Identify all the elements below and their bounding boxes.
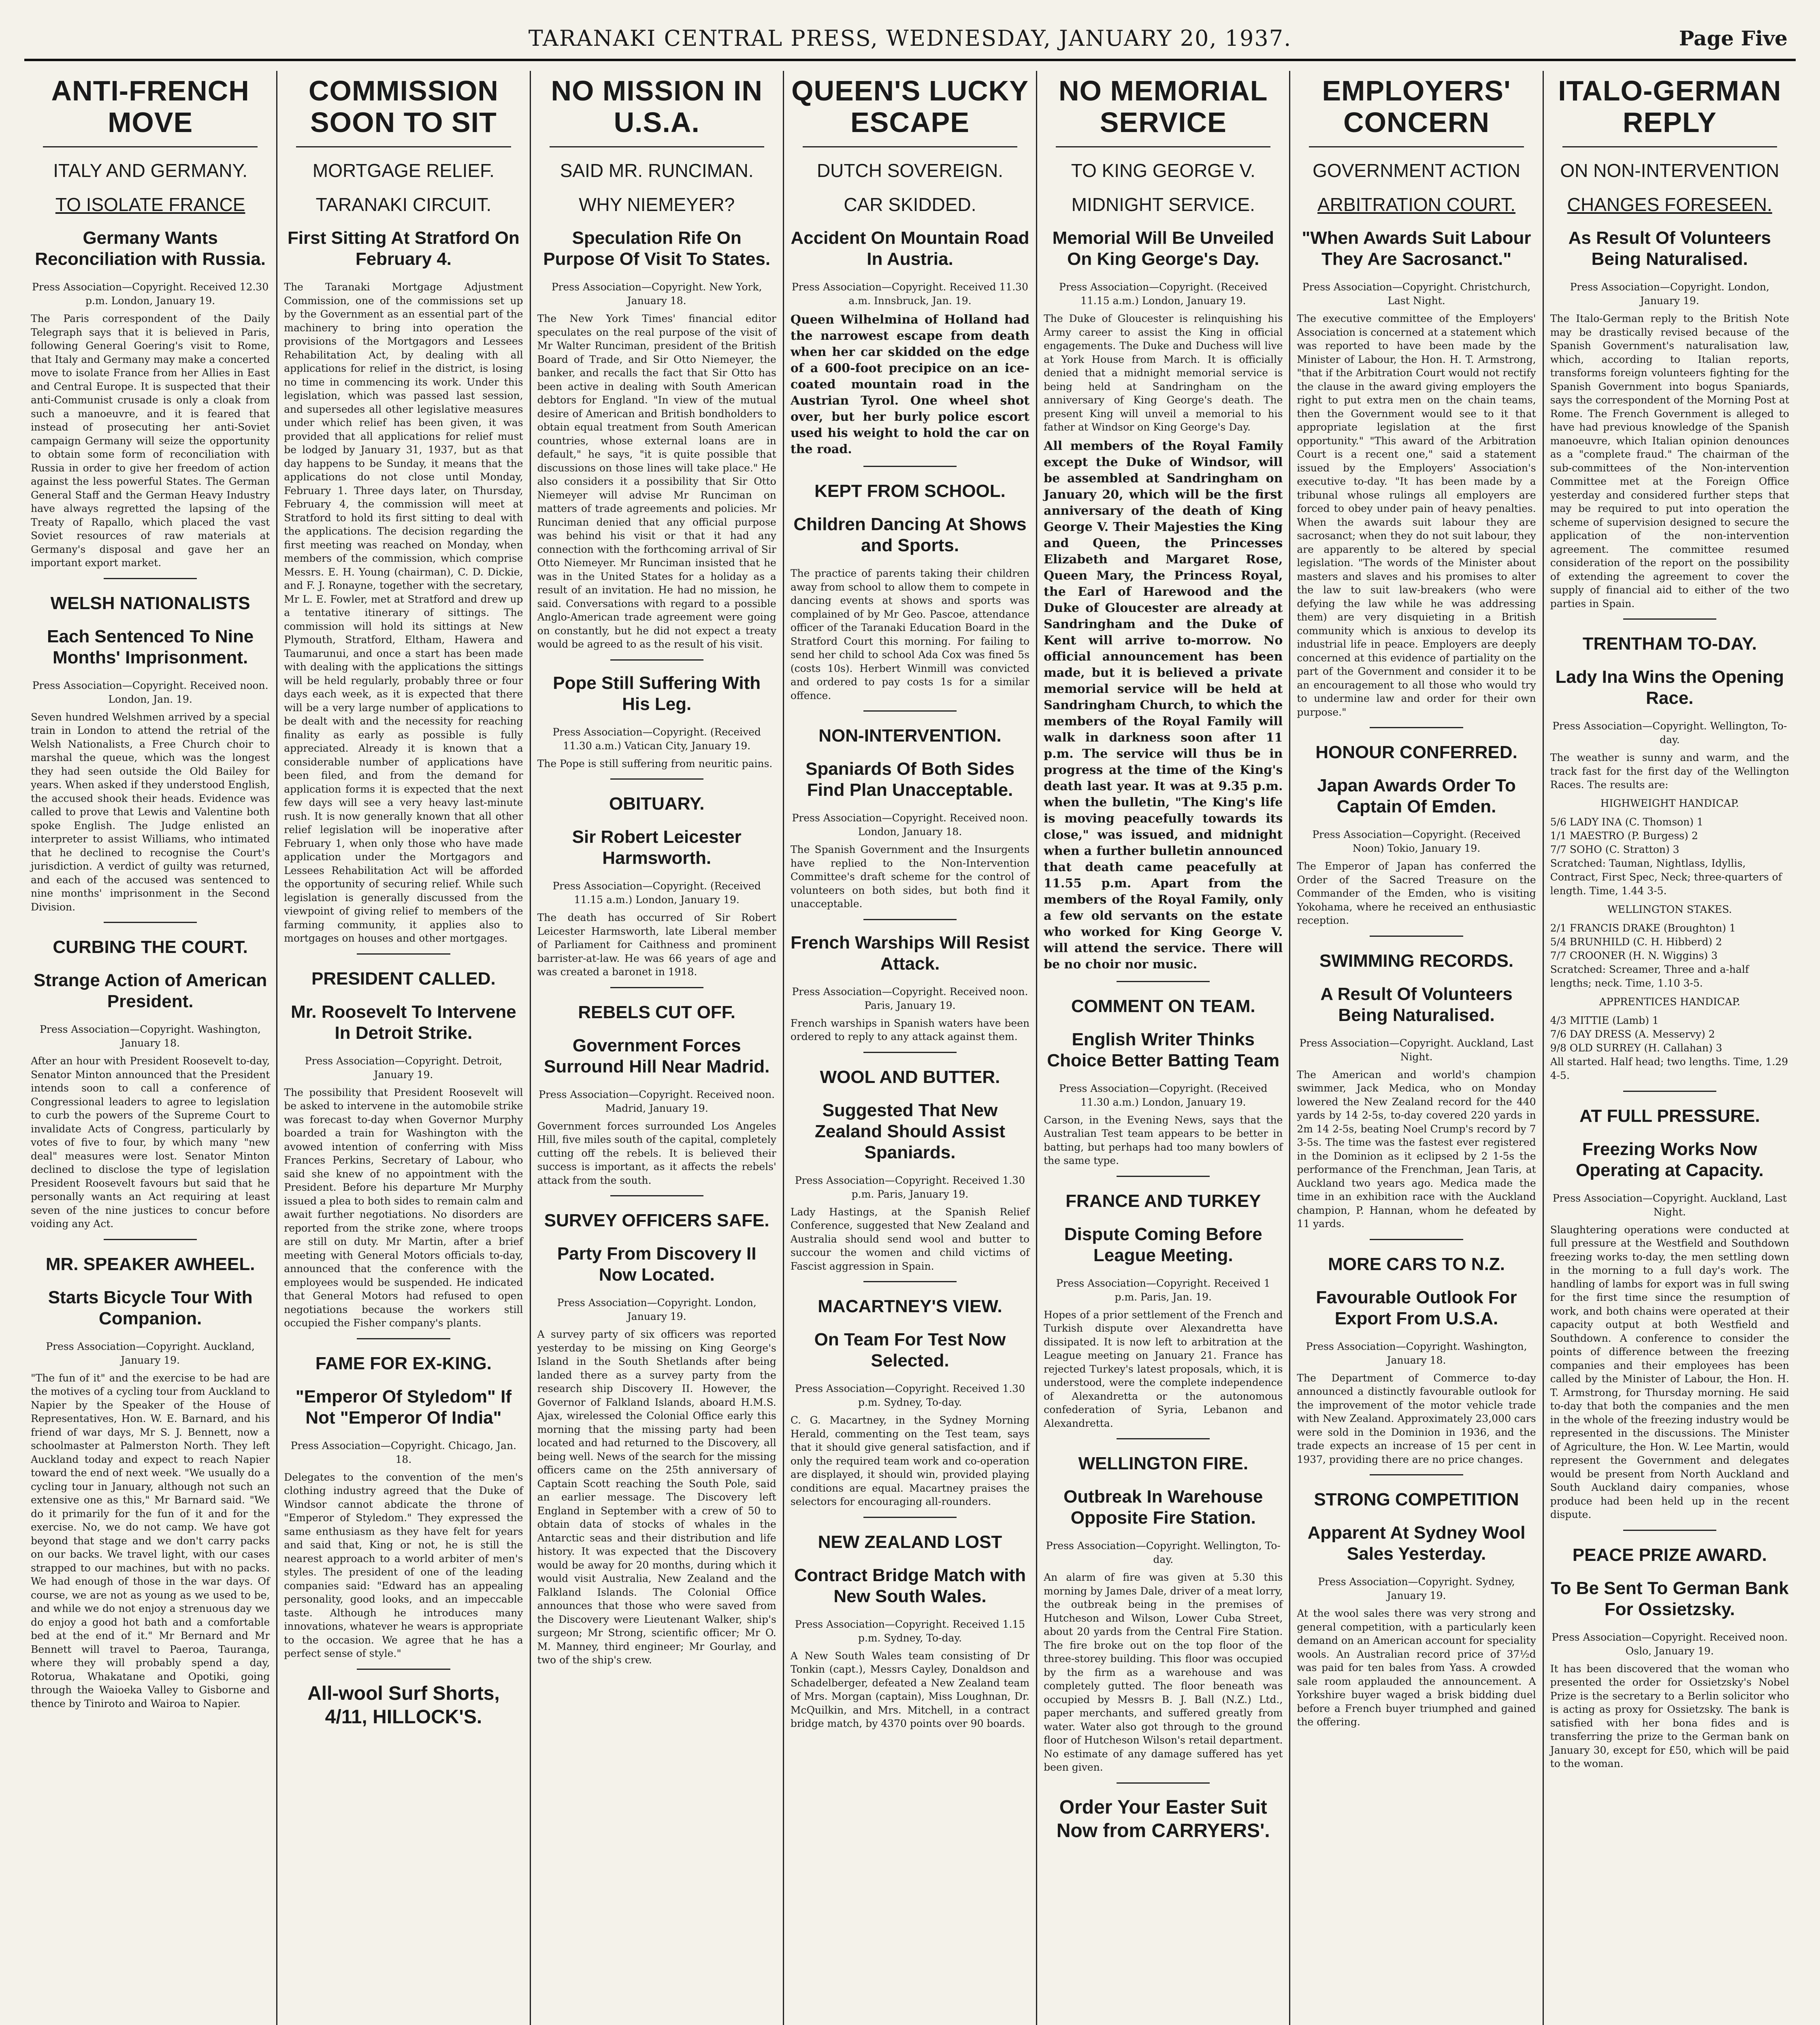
deck: Dispute Coming Before League Meeting. [1064,1224,1262,1265]
article-body: The Pope is still suffering from neuritic pains. [537,757,773,770]
credit-line: Press Association—Copyright. New York, January 18. [551,281,762,307]
credit-line: Press Association—Copyright. Received noon. Oslo, January 19. [1551,1631,1788,1657]
headline: ANTI-FRENCH MOVE [51,75,249,138]
article-body: The Taranaki Mortgage Adjustment Commission, one of the commissions set up by the Government as an essential part of the machinery to bring into operation the provisions of the Mortgagors and Lessees Rehabilitation Act, by dealing with all applications for relief in the district, is losing no time in commencing its work. Under this legislation, which was passed last session, and supersedes all other legislative measures under which relief has been given, it was provided that all applications for relief must be lodged by January 31, 1937, but as that day happens to be Sunday, it means that the applications do not close until Monday, February 1. Three days later, on Thursday, February 4, the commission will meet at Stratford to hold its first sitting to deal with the applications. The decision regarding the first meeting was reached on Monday, when members of the commission, which comprise Messrs. E. H. Young (chairman), C. D. Dickie, and F. J. Ronayne, together with the secretary, Mr L. E. Fowler, met at Stratford and drew up a tentative itinerary of sittings. The commission will hold its sittings at New Plymouth, Stratford, Eltham, Hawera and Taumarunui, and once a start has been made with dealing with the applications the sittings will be held regularly, probably three or four days each week, as it is expected that there will be a very large number of applications to be dealt with and the necessity for reaching finality as early as possible is fully appreciated. Already it is known that a considerable number of applications have been filed, and from the demand for application forms it is expected that the next few days will see a very heavy last-minute rush. It is now generally known that all other relief legislation will be inoperative after February 1, when only those who have made application under the Mortgagors and Lessees Rehabilitation Act will be afforded the opportunity of securing relief. While such legislation is generally discussed from the viewpoint of giving relief to members of the farming community, it applies also to mortgages on houses and other mortgages. [284,281,523,944]
credit-line: Press Association—Copyright. (Received 11.30 a.m.) London, January 19. [1059,1082,1268,1108]
credit-line: Press Association—Copyright. (Received 11.15 a.m.) London, January 19. [1059,281,1268,307]
article-body: The executive committee of the Employers' Association is concerned at a statement which was reported to have been made by the Minister of Labour, the Hon. H. T. Armstrong, "that if the Arbitration Court would not rectify the clause in the award giving employers the right to put extra men on the chain teams, then the Government would see to it that appropriate legislation at the first opportunity." "This award of the Arbitration Court is a recent one," said a statement issued by the Employers' Association's executive to-day. "It has been made by a tribunal whose rulings all employers are forced to obey under pain of heavy penalties. When the awards suit labour they are sacrosanct; when they do not suit labour, they are apparently to be altered by special legislation. "The words of the Minister about masters and slaves and his promises to alter the law to suit law-breakers (who were defying the law while he was addressing them) are very disquieting in a British community which is anxious to develop its industrial life in peace. Employers are deeply concerned at this evidence of partiality on the part of the Government and consider it to be an encouragement to all those who would try to undermine law and order for their own purpose." [1297,313,1536,718]
deck: Spaniards Of Both Sides Find Plan Unacceptable. [806,759,1014,800]
result-line: 2/1 FRANCIS DRAKE (Broughton) 1 [1550,922,1736,934]
deck: Favourable Outlook For Export From U.S.A. [1316,1287,1517,1328]
masthead-title: TARANAKI CENTRAL PRESS, WEDNESDAY, JANUARY 20, 1937. [528,26,1292,51]
deck: Government Forces Surround Hill Near Madrid. [544,1035,770,1076]
deck: As Result Of Volunteers Being Naturalised. [1568,228,1771,269]
deck: "Emperor Of Styledom" If Not "Emperor Of India" [295,1386,511,1428]
headline: QUEEN'S LUCKY ESCAPE [791,75,1029,138]
page-number: Page Five [1679,26,1788,50]
deck: To Be Sent To German Bank For Ossietzsky. [1551,1578,1789,1619]
article-body: The Paris correspondent of the Daily Telegraph says that it is believed in Paris, following General Goering's visit to Rome, that Italy and Germany may make a concerted move to isolate France from her Allies in East and Central Europe. It is suspected that their anti-Communist crusade is only a cloak from such a manoeuvre, and it is feared that instead of prosecuting her anti-Soviet campaign Germany will seize the opportunity to obtain some form of reconciliation with Russia in order to give her freedom of action against the less powerful States. The German General Staff and the German Heavy Industry have always regretted the lapsing of the Treaty of Rapallo, which placed the vast Soviet resources of raw materials at Germany's disposal and gave her an important export market. [31,313,270,569]
deck: Outbreak In Warehouse Opposite Fire Station. [1063,1487,1263,1528]
deck: Lady Ina Wins the Opening Race. [1555,667,1784,708]
deck: "When Awards Suit Labour They Are Sacrosanct." [1302,228,1531,269]
article-body: The Emperor of Japan has conferred the Order of the Sacred Treasure on the Commander of the Emden, who is visiting Yokohama, where he received an enthusiastic reception. [1297,860,1536,926]
deck: Accident On Mountain Road In Austria. [791,228,1029,269]
headline: NO MEMORIAL SERVICE [1059,75,1268,138]
section-head: SURVEY OFFICERS SAFE. [544,1211,769,1230]
section-head: REBELS CUT OFF. [578,1002,736,1022]
deck: First Sitting At Stratford On February 4. [288,228,520,269]
article-body: The Italo-German reply to the British Note may be drastically revised because of the Spanish Government's naturalisation law, which, according to Italian reports, transforms foreign volunteers fighting for the Spanish Government into bogus Spaniards, says the correspondent of the Morning Post at Rome. The French Government is alleged to have had previous knowledge of the Spanish manoeuvre, which Italian opinion denounces as a "complete fraud." The chairman of the sub-committees of the Non-intervention Committee met at the Foreign Office yesterday and considered further steps that may be required to put into operation the scheme of supervision designed to secure the application of the non-intervention agreement. The committee resumed consideration of the report on the possibility of extending the agreement to cover the supply of financial aid to either of the two parties in Spain. [1550,313,1789,610]
section-head: AT FULL PRESSURE. [1579,1106,1760,1126]
deck: Contract Bridge Match with New South Wales. [794,1565,1026,1606]
credit-line: Press Association—Copyright. Received 1.30 p.m. Sydney, To-day. [795,1383,1025,1408]
credit-line: Press Association—Copyright. (Received 11.15 a.m.) London, January 19. [552,880,761,906]
article-body: The American and world's champion swimmer, Jack Medica, who on Monday lowered the New Zealand record for the 440 yards by 14 2-5s, to-day covered 220 yards in 2m 14 2-5s, beating Noel Crump's record by 7 3-5s. The time was the fastest ever registered in the Dominion as it eclipsed by 2 1-5s the performance of the Frenchman, Jean Taris, at Auckland two years ago. Medica made the time in an exhibition race with the Auckland champion, P. Hannan, whom he defeated by 11 yards. [1297,1068,1536,1230]
result-line: Scratched: Screamer, Three and a-half lengths; neck. Time, 1.10 3-5. [1550,963,1749,989]
section-head: WELSH NATIONALISTS [50,593,250,613]
article-body: The Department of Commerce to-day announced a distinctly favourable outlook for the improvement of the motor vehicle trade with New Zealand. Approximately 23,000 cars were sold in the Dominion in 1936, and the trade expects an increase of 15 per cent in 1937, providing there are no price changes. [1297,1372,1536,1465]
section-head: STRONG COMPETITION [1314,1490,1519,1509]
section-head: OBITUARY. [609,794,705,814]
section-head: MORE CARS TO N.Z. [1328,1254,1505,1274]
article-body: Hopes of a prior settlement of the French and Turkish dispute over Alexandretta have dissipated. It is now left to arbitration at the League meeting on January 21. France has rejected Turkey's latest proposals, which, it is understood, were the complete independence of Alexandretta or the autonomous confederation of Syria, Lebanon and Alexandretta. [1044,1309,1283,1429]
article-body: Seven hundred Welshmen arrived by a special train in London to attend the retrial of the Welsh Nationalists, a Free Church choir to marshal the queue, which was the longest they had seen outside the Old Bailey for years. When asked if they understood English, the accused shook their heads. Evidence was called to prove that Lewis and Valentine both spoke English. The Judge enlisted an interpreter to assist Williams, who intimated that he declined to recognise the Court's jurisdiction. A verdict of guilty was returned, and each of the accused was sentenced to nine months' imprisonment in the Second Division. [31,711,270,913]
deck: Each Sentenced To Nine Months' Imprisonment. [47,626,254,667]
race-title: WELLINGTON STAKES. [1607,903,1732,915]
deck: Apparent At Sydney Wool Sales Yesterday. [1307,1523,1526,1564]
column-6 [1290,71,1543,2025]
credit-line: Press Association—Copyright. London, January 19. [557,1297,757,1322]
credit-line: Press Association—Copyright. Sydney, January 19. [1318,1576,1515,1601]
article-body: Slaughtering operations were conducted at full pressure at the Westfield and Southdown freezing works to-day, the men settling down in the morning to a full day's work. The handling of lambs for export was in full swing for the first time since the resumption of work, and both chains were operated at their capacity output at both Westfield and Southdown. A conference to consider the points of difference between the freezing companies and their employees has been called by the Minister of Labour, the Hon. H. T. Armstrong, for Thursday morning. He said to-day that both the companies and the men in the whole of the freezing industry would be represented in the discussions. The Minister of Agriculture, the Hon. W. Lee Martin, would represent the Government and delegates would be present from North Auckland and South Auckland dairy companies, whose produce had been held up in the recent dispute. [1550,1224,1789,1520]
deck: On Team For Test Now Selected. [814,1330,1006,1371]
section-head: TRENTHAM TO-DAY. [1582,634,1757,654]
credit-line: Press Association—Copyright. Auckland, January 19. [46,1340,255,1366]
race-title: APPRENTICES HANDICAP. [1599,995,1740,1008]
credit-line: Press Association—Copyright. Detroit, January 19. [305,1055,503,1081]
article-body: Lady Hastings, at the Spanish Relief Conference, suggested that New Zealand and Australia should send wool and butter to succour the women and child victims of Fascist aggression in Spain. [790,1206,1030,1272]
subhead: SAID MR. RUNCIMAN. [560,160,754,181]
result-line: 7/7 CROONER (H. N. Wiggins) 3 [1550,949,1718,961]
section-head: NEW ZEALAND LOST [818,1532,1002,1552]
article-body: It has been discovered that the woman who presented the order for Ossietzsky's Nobel Prize is the secretary to a Berlin solicitor who is acting as proxy for Ossietzsky. The bank is satisfied with her bona fides and is transferring the prize to the German bank on January 30, except for £50, which will be paid to the woman. [1550,1663,1789,1769]
subhead: ITALY AND GERMANY. [53,160,248,181]
columns [24,71,1796,2025]
column-3 [531,71,784,2025]
result-line: 7/7 SOHO (C. Stratton) 3 [1550,843,1679,855]
credit-line: Press Association—Copyright. Wellington, To-day. [1046,1540,1281,1565]
article-body: The death has occurred of Sir Robert Leicester Harmsworth, late Liberal member of Parliament for Caithness and prominent barrister-at-law. He was 66 years of age and was created a baronet in 1918. [537,912,776,978]
section-head: FAME FOR EX-KING. [315,1353,492,1373]
deck: A Result Of Volunteers Being Naturalised. [1320,984,1513,1025]
article-body: The weather is sunny and warm, and the track fast for the first day of the Wellington Races. The results are: [1550,752,1789,791]
section-head: MR. SPEAKER AWHEEL. [45,1254,255,1274]
deck: Starts Bicycle Tour With Companion. [48,1287,253,1328]
article-body: Delegates to the convention of the men's clothing industry agreed that the Duke of Windsor cannot abdicate the throne of "Emperor of Styledom." They expressed the same enthusiasm as they have felt for years and said that, King or not, he is still the nearest approach to a world arbiter of men's styles. The president of one of the leading companies said: "Edward has an appealing personality, good looks, and an impeccable taste. Although he introduces many innovations, whatever he wears is appropriate to the occasion. We agree that he has a perfect sense of style." [284,1471,523,1659]
section-head: FRANCE AND TURKEY [1066,1191,1261,1211]
subhead: ON NON-INTERVENTION [1560,160,1780,181]
article-body: The Duke of Gloucester is relinquishing his Army career to assist the King in official engagements. The Duke and Duchess will live at York House from March. It is officially denied that a midnight memorial service is being held at Sandringham on the anniversary of King George's death. The present King will unveil a memorial to his father at Windsor on King George's Day. [1044,313,1283,433]
credit-line: Press Association—Copyright. Received noon. London, January 18. [792,812,1028,838]
credit-line: Press Association—Copyright. Received 1 p.m. Paris, Jan. 19. [1056,1277,1270,1303]
section-head: COMMENT ON TEAM. [1071,996,1255,1016]
credit-line: Press Association—Copyright. Received 1.15 p.m. Sydney, To-day. [795,1618,1025,1644]
deck: Pope Still Suffering With His Leg. [553,673,761,714]
article-body: At the wool sales there was very strong and general competition, with a particularly keen demand on an American account for speciality wools. An Australian record price of 37½d was paid for ten bales from Yass. A crowded sale room applauded the announcement. A Yorkshire buyer waged a brisk bidding duel before a French buyer triumphed and gained the offering. [1297,1607,1536,1728]
column-5 [1037,71,1290,2025]
article-body: Carson, in the Evening News, says that the Australian Test team appears to be better in batting, but perhaps had too many bowlers of the same type. [1044,1114,1283,1166]
subhead: WHY NIEMEYER? [579,194,735,215]
credit-line: Press Association—Copyright. Received noon. London, Jan. 19. [32,679,269,705]
headline: EMPLOYERS' CONCERN [1322,75,1511,138]
section-head: NON-INTERVENTION. [818,726,1002,746]
section-head: KEPT FROM SCHOOL. [814,481,1006,501]
race-results [1550,797,1789,1083]
advertisement: Order Your Easter Suit Now from CARRYERS'. [1056,1796,1270,1842]
article-body: Queen Wilhelmina of Holland had the narrowest escape from death when her car skidded on the edge of a 600-foot precipice on an ice-coated mountain road in the Austrian Tyrol. One wheel shot over, but her burly police escort used his weight to hold the car on the road. [790,313,1030,456]
result-line: 1/1 MAESTRO (P. Burgess) 2 [1550,829,1698,842]
deck: Children Dancing At Shows and Sports. [793,514,1027,555]
subhead: TO KING GEORGE V. [1071,160,1255,181]
column-7 [1544,71,1796,2025]
masthead [24,22,1796,61]
article-body: A New South Wales team consisting of Dr Tonkin (capt.), Messrs Cayley, Donaldson and Schadelberger, defeated a New Zealand team of Mrs. Morgan (captain), Miss Loughnan, Dr. McQuilkin, and Mrs. Mitchell, in a contract bridge match, by 4370 points over 90 boards. [790,1650,1030,1729]
column-4 [784,71,1037,2025]
article-body: C. G. Macartney, in the Sydney Morning Herald, commenting on the Test team, says that it should give general satisfaction, and if only the required team work and co-operation are displayed, it should win, provided playing conditions are equal. Macartney praises the selectors for encouraging all-rounders. [790,1414,1030,1507]
credit-line: Press Association—Copyright. Received noon. Paris, January 19. [792,985,1028,1011]
subhead: DUTCH SOVEREIGN. [816,160,1003,181]
credit-line: Press Association—Copyright. Christchurch, Last Night. [1302,281,1531,307]
deck: Freezing Works Now Operating at Capacity. [1575,1139,1764,1180]
deck: French Warships Will Resist Attack. [791,932,1029,974]
section-head: WOOL AND BUTTER. [820,1067,1000,1087]
result-line: Scratched: Tauman, Nightlass, Idyllis, Contract, First Spec, Neck; three-quarters of length. Time, 1.44 3-5. [1550,857,1782,897]
credit-line: Press Association—Copyright. Received noon. Madrid, January 19. [539,1088,775,1114]
credit-line: Press Association—Copyright. Received 1.30 p.m. Paris, January 19. [795,1174,1025,1200]
credit-line: Press Association—Copyright. Chicago, Jan. 18. [290,1439,517,1465]
credit-line: Press Association—Copyright. (Received 11.30 a.m.) Vatican City, January 19. [552,726,761,752]
deck: Germany Wants Reconciliation with Russia. [35,228,266,269]
subhead: ARBITRATION COURT. [1317,194,1516,215]
credit-line: Press Association—Copyright. Wellington, To-day. [1552,720,1787,746]
race-title: HIGHWEIGHT HANDICAP. [1600,797,1739,809]
subhead: CAR SKIDDED. [844,194,976,215]
deck: Suggested That New Zealand Should Assist Spaniards. [814,1100,1006,1162]
subhead: MORTGAGE RELIEF. [312,160,494,181]
subhead: GOVERNMENT ACTION [1313,160,1520,181]
section-head: PEACE PRIZE AWARD. [1572,1545,1767,1565]
deck: Party From Discovery II Now Located. [557,1244,757,1285]
result-line: 4/3 MITTIE (Lamb) 1 [1550,1014,1659,1026]
article-body: The New York Times' financial editor speculates on the real purpose of the visit of Mr Walter Runciman, president of the British Board of Trade, and Sir Otto Niemeyer, the banker, and recalls the fact that Sir Otto has been active in dealing with South American debtors for England. "In view of the mutual desire of American and British bondholders to obtain equal treatment from South American countries, whose external loans are in default," he says, "it is quite possible that discussions on those lines will take place." He also considers it a possibility that Sir Otto Niemeyer will advise Mr Runciman on matters of trade agreements and policies. Mr Runciman denied that any official purpose was behind his visit or that it had any connection with the forthcoming arrival of Sir Otto Niemeyer. Mr Runciman insisted that he was in the United States for a holiday as a result of an invitation. He had no mission, he said. Conversations with regard to a possible Anglo-American trade agreement were going on constantly, but he did not expect a treaty would be agreed to as the result of his visit. [537,313,776,650]
deck: Memorial Will Be Unveiled On King George's Day. [1052,228,1274,269]
article-body: A survey party of six officers was reported yesterday to be missing on King George's Island in the South Shetlands after being landed there as a survey party from the research ship Discovery II. However, the Governor of Falkland Islands, aboard H.M.S. Ajax, wirelessed the Colonial Office early this morning that the missing party had been located and had returned to the Discovery, all being well. News of the search for the missing officers came on the 25th anniversary of Captain Scott reaching the South Pole, said an earlier message. The Discovery left England in September with a crew of 50 to obtain data of stocks of whales in the Antarctic seas and their distribution and life history. It was expected that the Discovery would be away for 20 months, during which it would visit Australia, New Zealand and the Falkland Islands. The Colonial Office announces that those who were saved from the Discovery were Lieutenant Walker, ship's surgeon; Mr Strong, scientific officer; Mr O. M. Manney, third engineer; Mr Gourlay, and two of the ship's crew. [537,1328,776,1666]
credit-line: Press Association—Copyright. Washington, January 18. [40,1023,261,1049]
credit-line: Press Association—Copyright. Received 12.30 p.m. London, January 19. [32,281,269,307]
section-head: CURBING THE COURT. [53,937,248,957]
deck: Strange Action of American President. [34,970,267,1011]
result-line: 5/6 LADY INA (C. Thomson) 1 [1550,816,1703,828]
headline: NO MISSION IN U.S.A. [551,75,763,138]
result-line: 7/6 DAY DRESS (A. Messervy) 2 [1550,1028,1715,1040]
deck: Japan Awards Order To Captain Of Emden. [1317,776,1516,816]
article-body: The possibility that President Roosevelt will be asked to intervene in the automobile strike was forecast to-day when Governor Murphy boarded a train for Washington with the avowed intention of conferring with Miss Frances Perkins, Secretary of Labour, who said she knew of no appointment with the President. Before his departure Mr Murphy issued a plea to both sides to remain calm and await further negotiations. No disorders are reported from the strike zone, where troops are still on duty. Mr Martin, after a brief meeting with General Motors officials to-day, announced that the conference with the employees would be suspended. He indicated that General Motors had refused to open negotiations because the workers still occupied the Fisher company's plants. [284,1086,523,1329]
result-line: 5/4 BRUNHILD (C. H. Hibberd) 2 [1550,936,1722,948]
credit-line: Press Association—Copyright. Auckland, Last Night. [1299,1037,1534,1063]
deck: Mr. Roosevelt To Intervene In Detroit Strike. [291,1002,516,1043]
subhead: CHANGES FORESEEN. [1567,194,1772,215]
article-body: French warships in Spanish waters have been ordered to reply to any attack against them. [790,1017,1030,1042]
subhead: TARANAKI CIRCUIT. [315,194,492,215]
subhead: MIDNIGHT SERVICE. [1071,194,1255,215]
article-body: The Spanish Government and the Insurgents have replied to the Non-Intervention Committee's draft scheme for the control of volunteers on both sides, but both find it unacceptable. [790,844,1030,910]
headline: ITALO-GERMAN REPLY [1558,75,1782,138]
section-head: MACARTNEY'S VIEW. [818,1296,1002,1316]
article-body: "The fun of it" and the exercise to be had are the motives of a cycling tour from Auckland to Napier by the Speaker of the House of Representatives, Hon. W. E. Barnard, and his friend of war days, Mr S. J. Bennett, now a schoolmaster at Palmerston North. They left Auckland today and expect to reach Napier toward the end of next week. "We usually do a cycling tour in January, although not such an extensive one as this," Mr Barnard said. "We do it primarily for the fun of it and for the exercise. No, we do not camp. We have got beyond that stage and we don't carry packs on our backs. We travel light, with our cases strapped to our machines, but with no packs. We had enough of those in the war days. Of course, we are not as young as we used to be, and while we do not enjoy a strenuous day we do enjoy a good hot bath and a comfortable bed at the end of it." Mr Bernard and Mr Bennett will travel to Paeroa, Tauranga, where they will probably spend a day, Rotorua, Whakatane and Opotiki, going through the Waioeka Valley to Gisborne and thence by Tiniroto and Wairoa to Napier. [31,1372,270,1710]
subhead: TO ISOLATE FRANCE [55,194,245,215]
deck: Sir Robert Leicester Harmsworth. [572,827,742,868]
article-body: The practice of parents taking their children away from school to allow them to compete in dancing events at shows and sports was complained of by Mr Geo. Pascoe, attendance officer of the Taranaki Education Board in the Stratford Court this morning. For failing to send her child to school Ada Cox was fined 5s (costs 10s). Herbert Winmill was convicted and ordered to pay costs 1s for a similar offence. [790,567,1030,701]
credit-line: Press Association—Copyright. Washington, January 18. [1306,1340,1527,1366]
article-body: An alarm of fire was given at 5.30 this morning by James Dale, driver of a meat lorry, the outbreak being in the premises of Hutcheson and Wilson, Lower Cuba Street, about 20 yards from the Central Fire Station. The fire broke out on the top floor of the three-storey building. This floor was occupied by the firm as a warehouse and was completely gutted. The floor beneath was occupied by Messrs B. J. Ball (N.Z.) Ltd., paper merchants, and suffered greatly from water. Water also got through to the ground floor of Hutcheson Wilson's retail department. No estimate of any damage suffered has yet been given. [1044,1571,1283,1773]
advertisement: All-wool Surf Shorts, 4/11, HILLOCK'S. [307,1682,500,1728]
article-body: Government forces surrounded Los Angeles Hill, five miles south of the capital, completely cutting off the rebels. It is believed their success is important, as it affects the rebels' attack from the south. [537,1120,776,1186]
credit-line: Press Association—Copyright. (Received Noon) Tokio, January 19. [1312,829,1521,854]
credit-line: Press Association—Copyright. London, January 19. [1570,281,1769,307]
section-head: PRESIDENT CALLED. [311,968,496,989]
result-line: 9/8 OLD SURREY (H. Callahan) 3 [1550,1042,1722,1054]
column-2 [277,71,531,2025]
deck: English Writer Thinks Choice Better Batting Team [1047,1029,1280,1070]
section-head: WELLINGTON FIRE. [1078,1454,1249,1473]
section-head: HONOUR CONFERRED. [1315,742,1517,762]
article-body: All members of the Royal Family except the Duke of Windsor, will be assembled at Sandringham on January 20, which will be the first anniversary of the death of King George V. Their Majesties the King and Queen, the Princesses Elizabeth and Margaret Rose, Queen Mary, the Princess Royal, the Earl of Harewood and the Duke of Gloucester are already at Sandringham and the Duke of Kent will arrive to-morrow. No official announcement has been made, but it is believed a private memorial service will be held at Sandringham Church, to which the members of the Royal Family will walk in darkness soon after 11 p.m. The service will thus be in progress at the time of the King's death last year. It was at 9.35 p.m. when the bulletin, "The King's life is moving peacefully towards its close," was issued, and midnight when a further bulletin announced that death came peacefully at 11.55 p.m. Apart from the members of the Royal Family, only a few old servants on the estate who worked for King George V. will attend the service. There will be no choir nor music. [1044,439,1283,972]
column-1 [24,71,277,2025]
article-body: After an hour with President Roosevelt to-day, Senator Minton announced that the President intends soon to call a conference of Congressional leaders to agree to legislation to curb the powers of the Supreme Court to invalidate Acts of Congress, particularly by votes of five to four, by which many "new deal" measures were lost. Senator Minton declined to disclose the type of legislation President Roosevelt favours but said that he personally wants an Act requiring at least seven of the nine justices to concur before voiding any Act. [31,1055,270,1230]
section-head: SWIMMING RECORDS. [1319,951,1514,971]
credit-line: Press Association—Copyright. Received 11.30 a.m. Innsbruck, Jan. 19. [791,281,1029,307]
deck: Speculation Rife On Purpose Of Visit To States. [543,228,771,269]
credit-line: Press Association—Copyright. Auckland, Last Night. [1552,1192,1787,1218]
headline: COMMISSION SOON TO SIT [308,75,499,138]
result-line: All started. Half head; two lengths. Time, 1.29 4-5. [1550,1055,1788,1081]
